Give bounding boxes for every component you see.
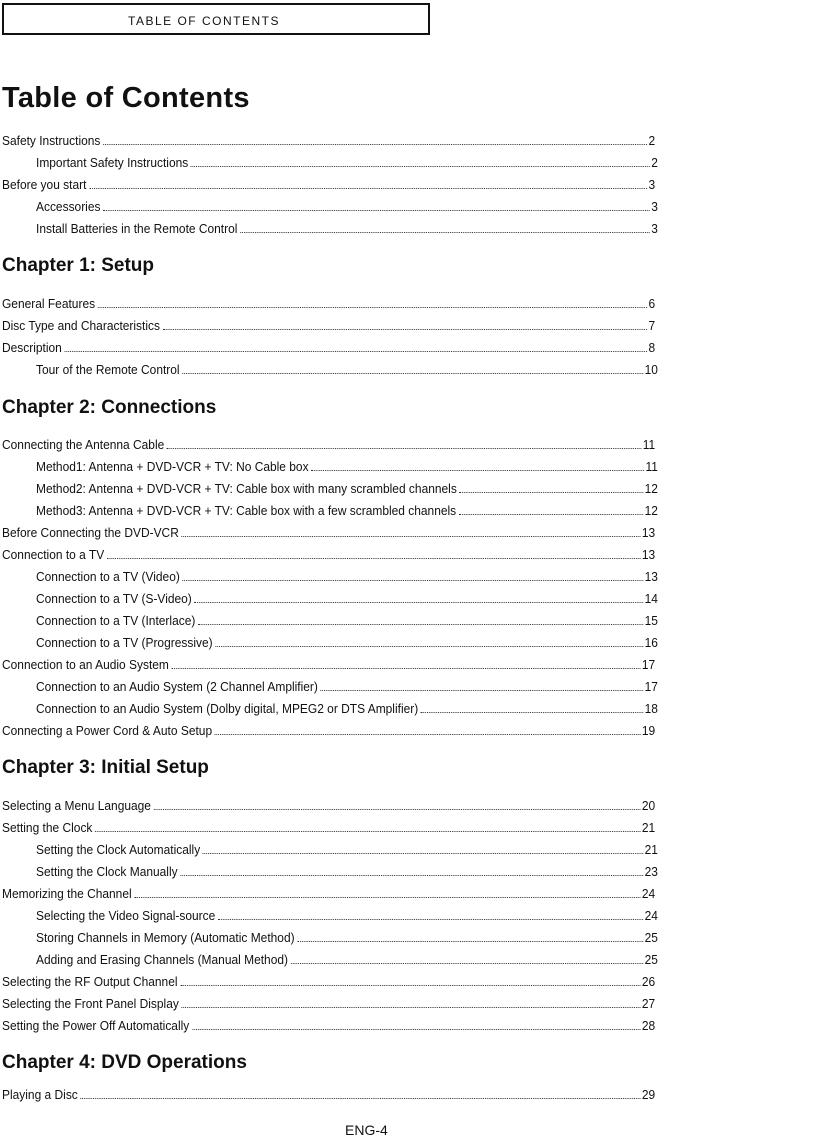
toc-entry-page: 11 xyxy=(642,437,656,452)
toc-entry-page: 2 xyxy=(651,155,658,170)
toc-entry-page: 11 xyxy=(645,459,658,474)
toc-leader xyxy=(183,580,643,581)
toc-leader xyxy=(195,602,643,603)
toc-entry-page: 2 xyxy=(648,133,656,148)
toc-entry[interactable] xyxy=(36,906,658,924)
toc-leader xyxy=(98,307,647,308)
toc-entry-page: 14 xyxy=(644,591,658,606)
toc-entry-page: 17 xyxy=(641,657,656,672)
chapter-2-heading: Chapter 2: Connections xyxy=(2,397,217,418)
chapter-3-heading: Chapter 3: Initial Setup xyxy=(2,757,209,778)
toc-entry-text: Method2: Antenna + DVD-VCR + TV: Cable box with many scrambled channels xyxy=(36,481,457,496)
toc-entry-page: 13 xyxy=(641,525,656,540)
toc-entry-text: Setting the Power Off Automatically xyxy=(2,1018,190,1033)
toc-entry-text: Selecting the RF Output Channel xyxy=(2,974,178,989)
toc-entry-page: 13 xyxy=(644,569,658,584)
toc-entry-text: Before you start xyxy=(2,177,87,192)
toc-entry[interactable] xyxy=(36,501,658,519)
toc-entry-page: 23 xyxy=(644,864,658,879)
toc-entry-text: Connection to a TV (Progressive) xyxy=(36,635,213,650)
toc-entry-page: 10 xyxy=(644,362,658,377)
toc-entry-text: Memorizing the Channel xyxy=(2,886,132,901)
toc-entry-page: 17 xyxy=(644,679,658,694)
toc-entry[interactable] xyxy=(2,294,655,312)
toc-entry-page: 18 xyxy=(644,701,658,716)
toc-entry[interactable] xyxy=(2,545,655,563)
toc-leader xyxy=(134,897,640,898)
toc-entry-text: Disc Type and Characteristics xyxy=(2,318,160,333)
toc-leader xyxy=(297,941,642,942)
toc-entry[interactable] xyxy=(2,796,655,814)
toc-entry-text: Adding and Erasing Channels (Manual Method) xyxy=(36,952,288,967)
toc-leader xyxy=(311,470,643,471)
toc-entry-text: Selecting the Video Signal-source xyxy=(36,908,216,923)
toc-entry[interactable] xyxy=(36,153,658,171)
toc-entry-text: Connection to a TV (Video) xyxy=(36,569,180,584)
toc-leader xyxy=(182,536,640,537)
toc-entry[interactable] xyxy=(36,699,658,717)
toc-entry[interactable] xyxy=(2,175,655,193)
toc-entry[interactable] xyxy=(2,1085,655,1103)
toc-entry[interactable] xyxy=(36,360,658,378)
toc-entry-text: Method3: Antenna + DVD-VCR + TV: Cable box with a few scrambled channels xyxy=(36,503,457,518)
toc-leader xyxy=(154,809,640,810)
toc-entry-text: Selecting the Front Panel Display xyxy=(2,996,179,1011)
toc-entry-text: Storing Channels in Memory (Automatic Method) xyxy=(36,930,295,945)
toc-entry[interactable] xyxy=(36,611,658,629)
toc-entry[interactable] xyxy=(36,219,658,237)
toc-entry[interactable] xyxy=(2,523,655,541)
toc-leader xyxy=(95,831,640,832)
toc-entry-page: 27 xyxy=(641,996,656,1011)
toc-entry-page: 8 xyxy=(648,340,656,355)
toc-entry[interactable] xyxy=(36,589,658,607)
toc-entry-text: Connection to a TV (S-Video) xyxy=(36,591,192,606)
toc-leader xyxy=(191,166,649,167)
toc-entry-text: Tour of the Remote Control xyxy=(36,362,180,377)
toc-leader xyxy=(103,144,647,145)
toc-entry-text: Setting the Clock Manually xyxy=(36,864,178,879)
toc-leader xyxy=(215,646,642,647)
toc-entry-text: Playing a Disc xyxy=(2,1087,78,1102)
toc-entry-text: Before Connecting the DVD-VCR xyxy=(2,525,179,540)
toc-leader xyxy=(218,919,643,920)
toc-entry[interactable] xyxy=(36,567,658,585)
toc-leader xyxy=(180,985,640,986)
toc-leader xyxy=(172,668,640,669)
toc-entry-text: Selecting a Menu Language xyxy=(2,798,151,813)
toc-entry[interactable] xyxy=(2,884,655,902)
toc-entry-text: Connection to an Audio System (2 Channel Amplifier) xyxy=(36,679,318,694)
toc-entry-text: Connection to a TV (Interlace) xyxy=(36,613,196,628)
toc-leader xyxy=(460,492,643,493)
toc-leader xyxy=(198,624,643,625)
toc-entry-page: 12 xyxy=(644,503,658,518)
toc-entry-page: 26 xyxy=(641,974,656,989)
section-header-box xyxy=(2,3,430,35)
toc-leader xyxy=(65,351,647,352)
toc-entry-page: 3 xyxy=(651,199,658,214)
header-label-second: CONTENTS xyxy=(201,14,280,28)
toc-entry[interactable] xyxy=(36,677,658,695)
toc-entry-text: General Features xyxy=(2,296,96,311)
toc-entry-page: 25 xyxy=(644,930,658,945)
toc-leader xyxy=(421,712,643,713)
toc-leader xyxy=(321,690,643,691)
toc-entry[interactable] xyxy=(36,197,658,215)
toc-entry-page: 7 xyxy=(648,318,656,333)
toc-entry[interactable] xyxy=(36,479,658,497)
toc-entry-text: Connection to an Audio System xyxy=(2,657,169,672)
toc-entry-page: 6 xyxy=(648,296,656,311)
toc-leader xyxy=(103,210,649,211)
toc-entry[interactable] xyxy=(2,994,655,1012)
toc-entry-text: Important Safety Instructions xyxy=(36,155,189,170)
toc-entry-page: 3 xyxy=(651,221,658,236)
toc-entry-page: 21 xyxy=(644,842,658,857)
toc-entry-text: Accessories xyxy=(36,199,101,214)
toc-entry[interactable] xyxy=(36,840,658,858)
toc-entry-page: 20 xyxy=(641,798,656,813)
toc-entry-text: Install Batteries in the Remote Control xyxy=(36,221,238,236)
toc-entry[interactable] xyxy=(36,633,658,651)
toc-entry-page: 19 xyxy=(641,723,656,738)
toc-entry-text: Connecting the Antenna Cable xyxy=(2,437,165,452)
toc-entry[interactable] xyxy=(2,435,655,453)
toc-leader xyxy=(182,373,642,374)
toc-leader xyxy=(240,232,649,233)
toc-leader xyxy=(107,558,640,559)
header-label-first: TABLE OF xyxy=(128,14,202,28)
toc-leader xyxy=(192,1029,640,1030)
toc-entry-text: Safety Instructions xyxy=(2,133,101,148)
page-number-footer: ENG-4 xyxy=(345,1122,388,1138)
toc-entry-page: 25 xyxy=(644,952,658,967)
toc-leader xyxy=(203,853,643,854)
chapter-1-heading: Chapter 1: Setup xyxy=(2,255,155,276)
toc-entry-text: Method1: Antenna + DVD-VCR + TV: No Cable box xyxy=(36,459,309,474)
toc-leader xyxy=(163,329,647,330)
toc-entry[interactable] xyxy=(2,655,655,673)
toc-leader xyxy=(89,188,647,189)
toc-entry-page: 28 xyxy=(641,1018,656,1033)
toc-entry[interactable] xyxy=(2,338,655,356)
toc-entry[interactable] xyxy=(2,316,655,334)
toc-entry[interactable] xyxy=(36,862,658,880)
toc-leader xyxy=(182,1007,640,1008)
toc-entry-page: 29 xyxy=(641,1087,656,1102)
chapter-4-heading: Chapter 4: DVD Operations xyxy=(2,1052,247,1073)
toc-entry[interactable] xyxy=(2,721,655,739)
toc-leader xyxy=(459,514,643,515)
section-header-label xyxy=(128,14,280,28)
toc-entry[interactable] xyxy=(2,818,655,836)
toc-entry-text: Connecting a Power Cord & Auto Setup xyxy=(2,723,213,738)
toc-entry-text: Setting the Clock xyxy=(2,820,93,835)
toc-entry-page: 24 xyxy=(644,908,658,923)
toc-entry[interactable] xyxy=(2,972,655,990)
toc-leader xyxy=(291,963,643,964)
toc-entry-page: 3 xyxy=(648,177,656,192)
toc-leader xyxy=(81,1098,641,1099)
toc-leader xyxy=(180,875,642,876)
toc-entry-page: 15 xyxy=(644,613,658,628)
toc-entry-text: Setting the Clock Automatically xyxy=(36,842,201,857)
toc-entry-page: 16 xyxy=(644,635,658,650)
toc-leader xyxy=(215,734,640,735)
page-title: Table of Contents xyxy=(2,82,250,114)
toc-entry[interactable] xyxy=(36,457,658,475)
toc-leader xyxy=(167,448,641,449)
toc-entry-text: Description xyxy=(2,340,62,355)
toc-entry-page: 21 xyxy=(641,820,656,835)
toc-entry-page: 24 xyxy=(641,886,656,901)
toc-entry-text: Connection to an Audio System (Dolby digital, MPEG2 or DTS Amplifier) xyxy=(36,701,419,716)
toc-entry-page: 13 xyxy=(641,547,656,562)
toc-entry[interactable] xyxy=(36,928,658,946)
toc-entry-text: Connection to a TV xyxy=(2,547,105,562)
toc-entry[interactable] xyxy=(2,131,655,149)
toc-entry[interactable] xyxy=(2,1016,655,1034)
toc-entry[interactable] xyxy=(36,950,658,968)
toc-entry-page: 12 xyxy=(644,481,658,496)
